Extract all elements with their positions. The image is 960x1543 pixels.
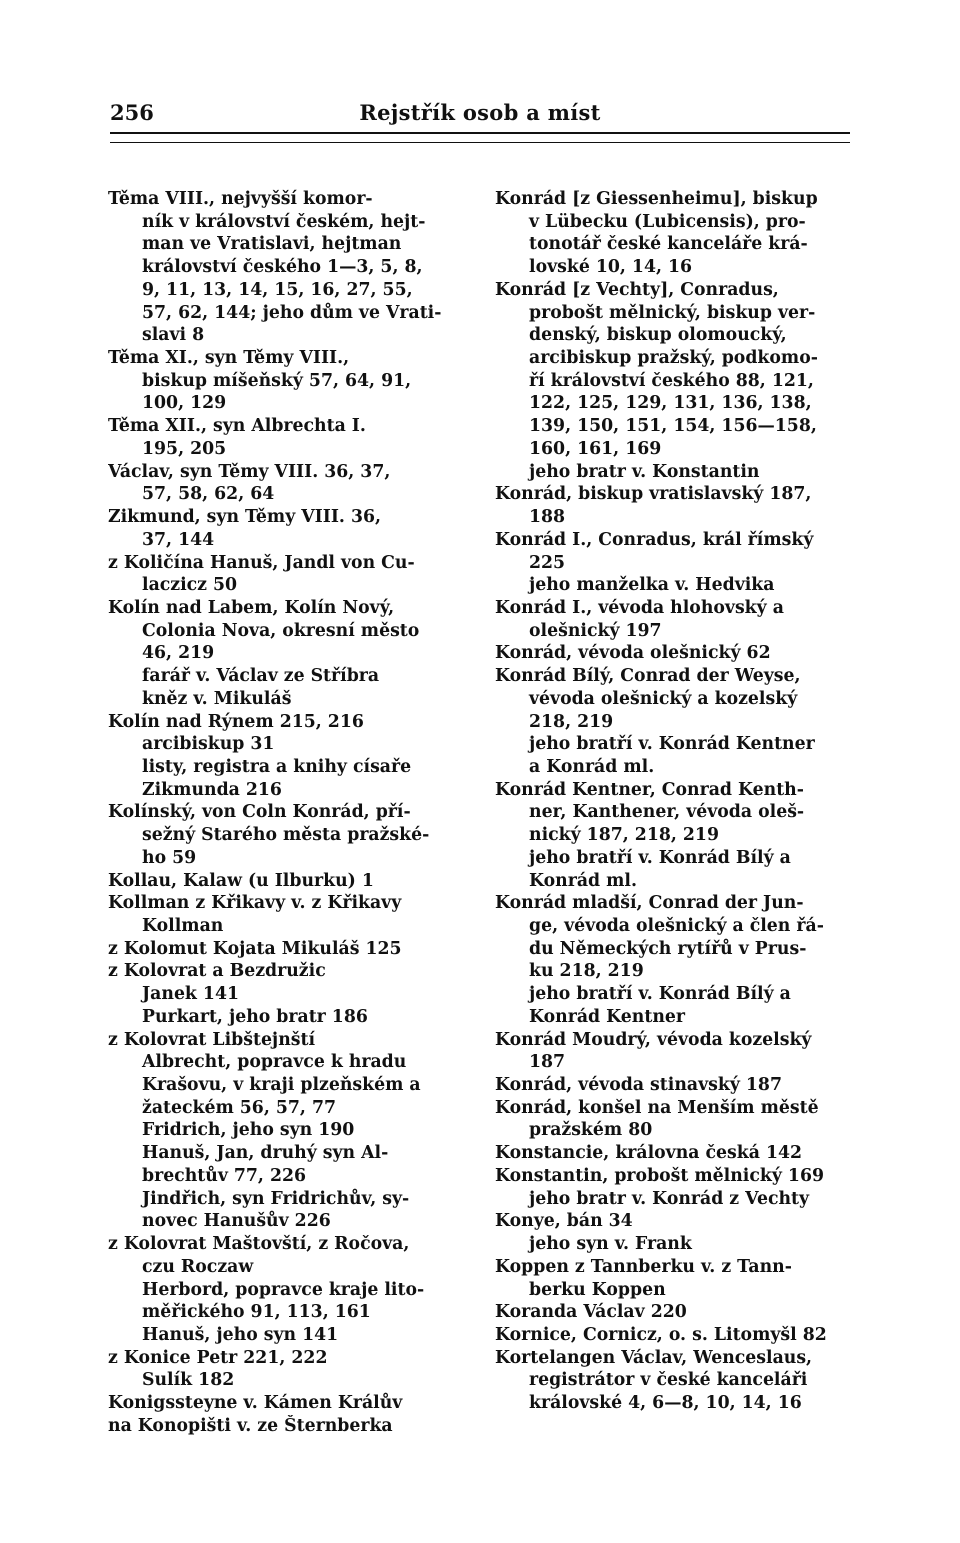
index-entry-line: jeho bratr v. Konrád z Vechty <box>529 1188 810 1209</box>
index-entry-line: Konrád ml. <box>529 870 637 891</box>
index-entry-line: Jindřich, syn Fridrichův, sy- <box>142 1188 410 1209</box>
index-entry-line: jeho bratr v. Konstantin <box>529 461 760 482</box>
index-entry-line: ho 59 <box>142 847 197 868</box>
index-entry-line: novec Hanušův 226 <box>142 1211 331 1232</box>
page-header <box>110 100 850 134</box>
index-entry-line: Konrád Kentner, Conrad Kenth- <box>495 779 804 800</box>
index-entry-line: listy, registra a knihy císaře <box>142 756 412 777</box>
index-entry-line: Konrád, konšel na Menším městě <box>495 1097 819 1118</box>
index-entry-line: Konrád, vévoda stinavský 187 <box>495 1075 782 1096</box>
index-entry-line: biskup míšeňský 57, 64, 91, <box>142 370 412 391</box>
index-entry-line: lovské 10, 14, 16 <box>529 257 693 278</box>
index-entry-line: z Količína Hanuš, Jandl von Cu- <box>108 552 415 573</box>
index-entry-line: 187 <box>529 1052 566 1073</box>
index-entry-line: sežný Starého města pražské- <box>142 825 430 846</box>
index-entry-line: 37, 144 <box>142 529 215 550</box>
index-entry-line: z Kolovrat Libštejnští <box>108 1029 316 1050</box>
index-entry-line: Konstancie, královna česká 142 <box>495 1143 803 1164</box>
index-entry-line: Konrád, vévoda olešnický 62 <box>495 643 771 664</box>
index-entry-line: Hanuš, jeho syn 141 <box>142 1324 339 1345</box>
index-entry-line: Kornice, Cornicz, o. s. Litomyšl 82 <box>495 1324 827 1345</box>
index-entry-line: z Kolomut Kojata Mikuláš 125 <box>108 938 402 959</box>
index-entry-line: Sulík 182 <box>142 1370 235 1391</box>
index-entry-line: Konrád I., Conradus, král římský <box>495 529 814 550</box>
index-entry-line: Konrád [z Vechty], Conradus, <box>495 279 779 300</box>
index-entry-line: Krašovu, v kraji plzeňském a <box>142 1075 421 1096</box>
index-entry-line: Janek 141 <box>142 984 239 1005</box>
index-entry-line: na Konopišti v. ze Šternberka <box>108 1415 393 1436</box>
index-entry-line: království českého 1—3, 5, 8, <box>142 257 423 278</box>
index-entry-line: 139, 150, 151, 154, 156—158, <box>529 416 817 437</box>
index-entry-line: 122, 125, 129, 131, 136, 138, <box>529 393 812 414</box>
index-entry-line: ner, Kanthener, vévoda oleš- <box>529 802 805 823</box>
index-entry-line: 9, 11, 13, 14, 15, 16, 27, 55, <box>142 279 413 300</box>
index-entry-line: ří království českého 88, 121, <box>529 370 814 391</box>
index-entry-line: Konrád Bílý, Conrad der Weyse, <box>495 666 801 687</box>
index-entry-line: Kollau, Kalaw (u Ilburku) 1 <box>108 870 374 891</box>
index-entry-line: Konrád Moudrý, vévoda kozelský <box>495 1029 812 1050</box>
index-entry-line: nický 187, 218, 219 <box>529 825 719 846</box>
index-entry-line: 195, 205 <box>142 438 227 459</box>
index-entry-line: Hanuš, Jan, druhý syn Al- <box>142 1143 389 1164</box>
index-entry-line: 46, 219 <box>142 643 215 664</box>
running-title: Rejstřík osob a míst <box>359 100 601 125</box>
index-entry-line: Fridrich, jeho syn 190 <box>142 1120 355 1141</box>
index-entry-line: jeho bratří v. Konrád Kentner <box>529 734 815 755</box>
index-entry-line: brechtův 77, 226 <box>142 1165 307 1186</box>
index-entry-line: 218, 219 <box>529 711 614 732</box>
index-entry-line: laczicz 50 <box>142 575 238 596</box>
index-entry-line: Těma VIII., nejvyšší komor- <box>108 189 373 209</box>
index-entry-line: slavi 8 <box>142 325 205 346</box>
index-entry-line: 57, 62, 144; jeho dům ve Vrati- <box>142 302 442 323</box>
index-entry-line: 188 <box>529 507 566 528</box>
index-entry-line: Koranda Václav 220 <box>495 1302 687 1323</box>
index-entry-line: 225 <box>529 552 566 573</box>
index-entry-line: 57, 58, 62, 64 <box>142 484 275 505</box>
index-entry-line: Zikmund, syn Těmy VIII. 36, <box>108 507 382 528</box>
index-entry-line: Těma XII., syn Albrechta I. <box>108 416 366 437</box>
index-column-left <box>108 188 460 1438</box>
index-entry-line: 160, 161, 169 <box>529 438 662 459</box>
index-entry-line: z Konice Petr 221, 222 <box>108 1347 328 1368</box>
index-entry-line: probošt mělnický, biskup ver- <box>529 302 816 323</box>
index-column-right <box>495 188 847 1415</box>
index-entry-line: Konrád Kentner <box>529 1006 685 1027</box>
header-rule-thick <box>110 132 850 134</box>
index-entry-line: jeho syn v. Frank <box>529 1234 692 1255</box>
index-entry-line: Konstantin, probošt mělnický 169 <box>495 1165 825 1186</box>
index-entry-line: vévoda olešnický a kozelský <box>529 688 798 709</box>
index-entry-line: z Kolovrat Maštovští, z Ročova, <box>108 1234 410 1255</box>
index-entry-line: královské 4, 6—8, 10, 14, 16 <box>529 1393 802 1414</box>
index-entry-line: arcibiskup 31 <box>142 734 275 755</box>
index-entry-line: Herbord, popravce kraje lito- <box>142 1279 425 1300</box>
index-entry-line: v Lübecku (Lubicensis), pro- <box>529 211 806 232</box>
index-entry-line: man ve Vratislavi, hejtman <box>142 234 402 255</box>
index-entry-line: arcibiskup pražský, podkomo- <box>529 348 818 369</box>
index-entry-line: měřického 91, 113, 161 <box>142 1302 371 1323</box>
index-entry-line: ku 218, 219 <box>529 961 644 982</box>
index-entry-line: Koppen z Tannberku v. z Tann- <box>495 1256 792 1277</box>
index-entry-line: Konrád I., vévoda hlohovský a <box>495 597 784 618</box>
index-entry-line: czu Roczaw <box>142 1256 254 1277</box>
header-rule-thin <box>110 142 850 143</box>
index-entry-line: farář v. Václav ze Stříbra <box>142 666 380 687</box>
index-entry-line: jeho manželka v. Hedvika <box>529 575 775 596</box>
index-entry-line: Kolín nad Labem, Kolín Nový, <box>108 597 395 618</box>
index-entry-line: Albrecht, popravce k hradu <box>142 1052 407 1073</box>
index-entry-line: Kollman z Křikavy v. z Křikavy <box>108 893 402 914</box>
index-entry-line: z Kolovrat a Bezdružic <box>108 961 326 982</box>
index-entry-line: registrátor v české kanceláři <box>529 1370 808 1391</box>
index-entry-line: Kollman <box>142 916 224 936</box>
index-entry-line: Konrád, biskup vratislavský 187, <box>495 484 812 505</box>
page-number: 256 <box>110 100 154 125</box>
index-entry-line: ge, vévoda olešnický a člen řá- <box>529 916 824 936</box>
index-entry-line: jeho bratří v. Konrád Bílý a <box>529 984 791 1005</box>
index-entry-line: Kolínský, von Coln Konrád, pří- <box>108 802 411 823</box>
index-entry-line: olešnický 197 <box>529 620 662 641</box>
index-entry-line: Konrád mladší, Conrad der Jun- <box>495 893 804 914</box>
index-entry-line: du Německých rytířů v Prus- <box>529 938 807 959</box>
index-entry-line: Zikmunda 216 <box>142 779 282 800</box>
index-entry-line: Kolín nad Rýnem 215, 216 <box>108 711 364 732</box>
index-entry-line: berku Koppen <box>529 1279 666 1300</box>
index-entry-line: denský, biskup olomoucký, <box>529 325 787 346</box>
index-entry-line: Konrád [z Giessenheimu], biskup <box>495 189 818 209</box>
index-entry-line: Konye, bán 34 <box>495 1211 633 1232</box>
index-entry-line: kněz v. Mikuláš <box>142 688 292 709</box>
index-entry-line: Colonia Nova, okresní město <box>142 620 420 641</box>
index-entry-line: jeho bratří v. Konrád Bílý a <box>529 847 791 868</box>
index-entry-line: Konigssteyne v. Kámen Králův <box>108 1393 403 1414</box>
index-entry-line: 100, 129 <box>142 393 227 414</box>
index-entry-line: pražském 80 <box>529 1120 653 1141</box>
index-entry-line: Kortelangen Václav, Wenceslaus, <box>495 1347 813 1368</box>
index-entry-line: a Konrád ml. <box>529 756 655 777</box>
index-entry-line: žateckém 56, 57, 77 <box>142 1097 336 1118</box>
index-entry-line: ník v království českém, hejt- <box>142 211 426 232</box>
index-entry-line: Purkart, jeho bratr 186 <box>142 1006 368 1027</box>
index-entry-line: Těma XI., syn Těmy VIII., <box>108 348 350 369</box>
index-entry-line: tonotář české kanceláře krá- <box>529 234 808 255</box>
index-entry-line: Václav, syn Těmy VIII. 36, 37, <box>108 461 391 482</box>
